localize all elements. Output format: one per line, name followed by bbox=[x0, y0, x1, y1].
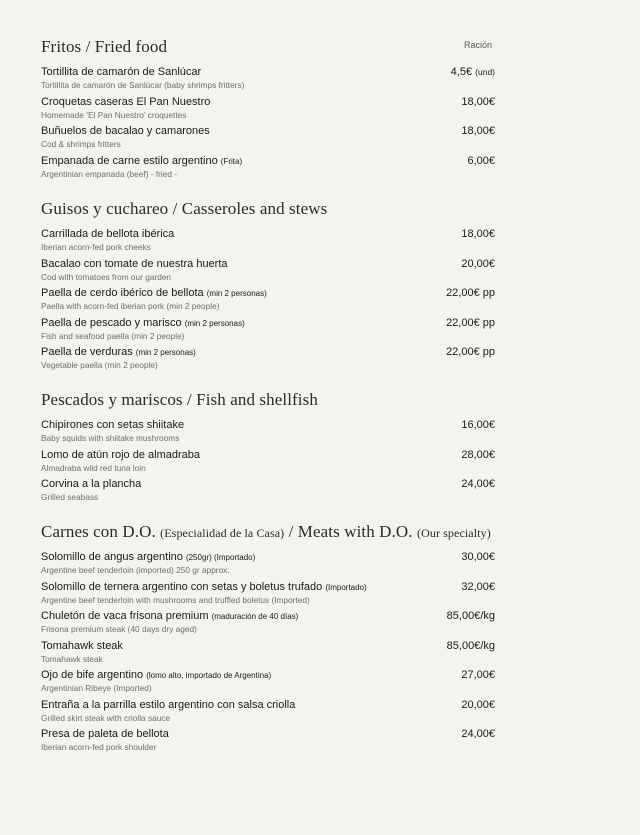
column-label-racion: Ración bbox=[463, 40, 492, 50]
menu-item bbox=[41, 154, 495, 184]
item-description: Grilled skirt steak with criolla sauce bbox=[41, 712, 171, 723]
menu-item bbox=[41, 477, 495, 507]
item-price: 85,00€/kg bbox=[446, 610, 495, 622]
section-fish-shellfish bbox=[41, 388, 495, 507]
item-price: 4,5€ (und) bbox=[450, 66, 495, 78]
menu-item bbox=[41, 257, 495, 287]
item-price: 22,00€ pp bbox=[446, 316, 495, 329]
menu-item bbox=[41, 124, 495, 154]
item-name: Chipirones con setas shiitake bbox=[41, 419, 185, 431]
section-title: Fritos / Fried food bbox=[41, 37, 168, 56]
menu-item bbox=[41, 286, 495, 316]
item-name: Ojo de bife argentino (lomo alto, importado de Argentina) bbox=[41, 669, 272, 681]
section-title: Carnes con D.O. (Especialidad de la Casa) / Meats with D.O. (Our specialty) bbox=[41, 522, 491, 541]
item-name: Bacalao con tomate de nuestra huerta bbox=[41, 257, 228, 270]
menu-item bbox=[41, 345, 495, 375]
item-price: 22,00€ pp bbox=[446, 346, 495, 358]
item-price: 24,00€ bbox=[461, 728, 495, 740]
price-unit: (und) bbox=[475, 67, 495, 77]
item-description: Almadraba wild red tuna loin bbox=[41, 462, 146, 473]
item-description: Cod with tomatoes from our garden bbox=[41, 271, 172, 282]
item-list bbox=[41, 65, 495, 183]
item-price: 18,00€ bbox=[461, 228, 495, 240]
item-name: Croquetas caseras El Pan Nuestro bbox=[41, 95, 211, 108]
item-name: Solomillo de ternera argentino con setas y boletus trufado (Importado) bbox=[41, 580, 367, 593]
section-casseroles-stews bbox=[41, 197, 495, 375]
menu-item bbox=[41, 65, 495, 95]
item-list bbox=[41, 227, 495, 375]
item-description: Tomahawk steak bbox=[41, 653, 103, 664]
item-name: Lomo de atún rojo de almadraba bbox=[41, 448, 200, 461]
menu-item bbox=[41, 227, 495, 257]
item-description: Frisona premium steak (40 days dry aged) bbox=[41, 624, 197, 634]
item-description: Iberian acorn-fed pork cheeks bbox=[41, 242, 151, 252]
item-price: 85,00€/kg bbox=[446, 639, 495, 652]
item-price: 32,00€ bbox=[461, 580, 495, 593]
section-title: Pescados y mariscos / Fish and shellfish bbox=[41, 390, 318, 409]
item-name: Tortillita de camarón de Sanlúcar bbox=[41, 66, 202, 78]
menu-item bbox=[41, 698, 495, 728]
item-note: (Frita) bbox=[220, 156, 243, 166]
menu-item bbox=[41, 448, 495, 478]
item-name: Solomillo de angus argentino (250gr) (Importado) bbox=[41, 551, 256, 563]
item-price: 16,00€ bbox=[461, 419, 495, 431]
item-description: Grilled seabass bbox=[41, 492, 99, 502]
item-price: 20,00€ bbox=[461, 698, 495, 711]
menu-item bbox=[41, 727, 495, 757]
item-price: 18,00€ bbox=[461, 95, 495, 108]
item-name: Entraña a la parrilla estilo argentino con salsa criolla bbox=[41, 698, 296, 711]
item-note: (lomo alto, importado de Argentina) bbox=[146, 671, 272, 680]
menu-item bbox=[41, 95, 495, 125]
item-note: (250gr) (Importado) bbox=[185, 553, 256, 562]
item-note: (min 2 personas) bbox=[206, 289, 267, 298]
item-price: 27,00€ bbox=[461, 669, 495, 681]
section-fried-food bbox=[41, 35, 495, 183]
item-description: Argentinian Ribeye (Imported) bbox=[41, 683, 152, 693]
item-list bbox=[41, 550, 495, 757]
item-description: Vegetable paella (min 2 people) bbox=[41, 360, 158, 370]
item-description: Iberian acorn-fed pork shoulder bbox=[41, 742, 157, 752]
item-note: (Importado) bbox=[325, 582, 367, 592]
item-price: 18,00€ bbox=[461, 125, 495, 137]
item-note: (maduración de 40 días) bbox=[211, 612, 299, 621]
menu-item bbox=[41, 316, 495, 346]
item-price: 28,00€ bbox=[461, 448, 495, 461]
item-name: Buñuelos de bacalao y camarones bbox=[41, 125, 210, 137]
item-description: Argentinian empanada (beef) - fried - bbox=[41, 168, 178, 179]
item-description: Argentine beef tenderloin (imported) 250 gr approx. bbox=[41, 565, 230, 575]
item-price: 6,00€ bbox=[467, 154, 495, 167]
menu-item bbox=[41, 668, 495, 698]
item-name: Presa de paleta de bellota bbox=[41, 728, 169, 740]
item-name: Paella de cerdo ibérico de bellota (min 2 personas) bbox=[41, 287, 267, 299]
item-note: (min 2 personas) bbox=[184, 318, 245, 328]
item-name: Tomahawk steak bbox=[41, 639, 123, 652]
item-list bbox=[41, 418, 495, 507]
item-name: Chuletón de vaca frisona premium (maduración de 40 días) bbox=[41, 610, 299, 622]
item-description: Cod & shrimps fritters bbox=[41, 139, 121, 149]
menu-item bbox=[41, 418, 495, 448]
section-meats-do bbox=[41, 520, 495, 757]
item-description: Fish and seafood paella (min 2 people) bbox=[41, 330, 185, 341]
item-price: 22,00€ pp bbox=[446, 287, 495, 299]
menu-item bbox=[41, 580, 495, 610]
item-name: Corvina a la plancha bbox=[41, 478, 142, 490]
item-name: Empanada de carne estilo argentino (Frita) bbox=[41, 154, 243, 167]
item-description: Tortillita de camarón de Sanlúcar (baby shrimps fritters) bbox=[41, 80, 245, 90]
section-title: Guisos y cuchareo / Casseroles and stews bbox=[41, 199, 328, 218]
item-name: Paella de pescado y marisco (min 2 personas) bbox=[41, 316, 245, 329]
item-price: 30,00€ bbox=[461, 551, 495, 563]
item-description: Paella with acorn-fed iberian pork (min 2 people) bbox=[41, 301, 220, 311]
item-description: Argentine beef tenderloin with mushrooms and truffled boletus (Imported) bbox=[41, 594, 310, 605]
menu-item bbox=[41, 609, 495, 639]
item-name: Carrillada de bellota ibérica bbox=[41, 228, 175, 240]
item-price: 24,00€ bbox=[461, 478, 495, 490]
menu-item bbox=[41, 550, 495, 580]
item-description: Baby squids with shiitake mushrooms bbox=[41, 433, 180, 443]
menu-item bbox=[41, 639, 495, 669]
item-description: Homemade ‘El Pan Nuestro’ croquettes bbox=[41, 109, 187, 120]
item-note: (min 2 personas) bbox=[135, 348, 196, 357]
item-price: 20,00€ bbox=[461, 257, 495, 270]
item-name: Paella de verduras (min 2 personas) bbox=[41, 346, 196, 358]
